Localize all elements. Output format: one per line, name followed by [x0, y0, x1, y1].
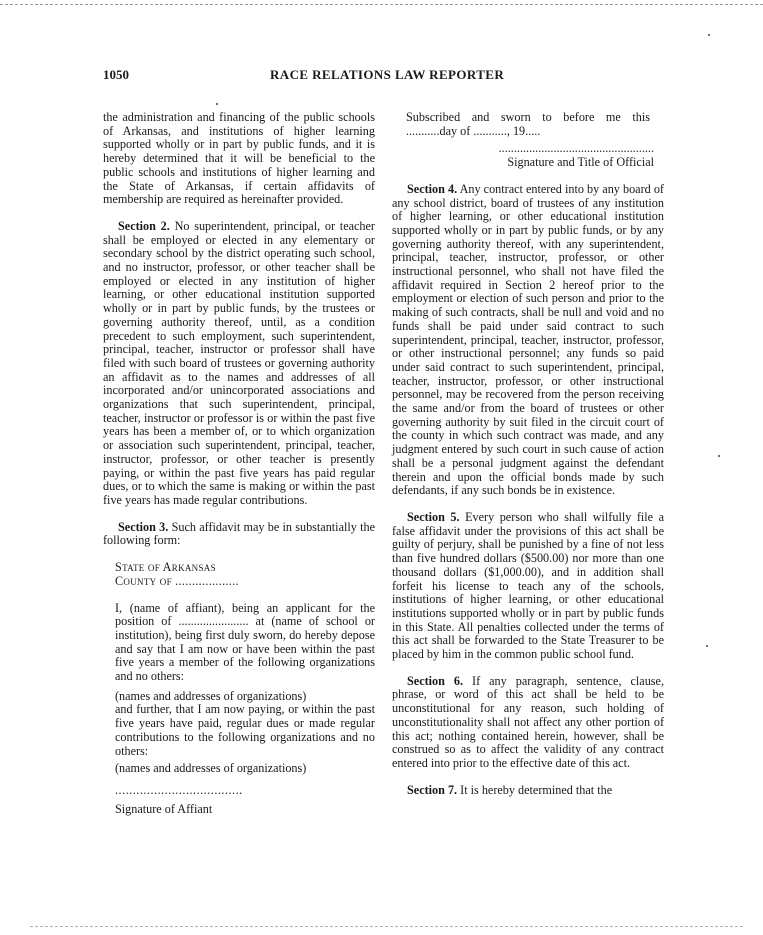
section-2-text: No superintendent, principal, or teacher shall be employed or elected in any elementary or secondary school by the district operating such school, and no instructor, professor, or other teacher shall be employed or elected in any institution of higher learning, or other educational institution supported wholly or in part by public funds, by the trustees or governing authority thereof, until, as a condition precedent to such employment, such superintendent, principal, teacher, instructor or professor shall have filed with such board of trustees or governing authority an affidavit as to the names and addresses of all incorporated and/or unincorporated associations and organizations that such superintendent, principal, teacher, instructor or professor is or within the past five years has been a member of, or to which organization or association such superintendent, principal, teacher, instructor, professor, or other teacher is presently paying, or within the past five years has paid regular dues, or to which the same is making or within the past five years has made regular contributions. — [103, 218, 375, 507]
section-4-text: Any contract entered into by any board of any school district, board of trustees of any institution of higher learning, or other educational institution supported wholly or in part by public funds, or by any governing authority thereof, with any superintendent, principal, teacher, instructor, professor, or other instructional personnel, who shall not have filed the affidavit required in Section 2 hereof prior to the employment or election of such person and prior to the making of such contracts, shall be null and void and no funds shall be paid under said contract to such superintendent, principal, teacher, instructor, professor, or other instructional personnel; any funds so paid under said contract to such superintendent, principal, teacher, instructor, professor, or other instructional personnel, may be recovered from the person receiving the same and/or from the board of trustees or other governing authority by suit filed in the circuit court of the county in which such contract was made, and any judgment entered by such court in such cause of action shall be a personal judgment against the defendant therein and upon the official bonds made by such defendants, if any such bonds be in existence. — [392, 181, 664, 498]
scan-speck — [706, 645, 708, 647]
section-6-label: Section 6. — [407, 673, 464, 688]
scan-edge-top — [0, 4, 763, 5]
intro-paragraph: the administration and financing of the public schools of Arkansas, and institutions of higher learning supported wholly or in part by public funds, and it is hereby determined that it will be beneficial to the public schools and institutions of higher learning and the State of Arkansas, if certain affidavits of membership are required as hereinafter provided. — [103, 110, 375, 207]
section-5-paragraph — [392, 511, 664, 662]
right-column — [392, 111, 664, 797]
form-county-line: County of ................... — [115, 573, 239, 588]
section-7-paragraph — [392, 784, 664, 798]
scan-speck — [718, 455, 720, 457]
running-title: RACE RELATIONS LAW REPORTER — [270, 67, 505, 82]
scan-speck — [216, 103, 218, 105]
form-further-text: and further, that I am now paying, or within the past five years have paid, regular dues or made regular contributions to the following organizations and no others: — [115, 702, 375, 758]
section-7-text: It is hereby determined that the — [457, 782, 613, 797]
section-6-text: If any paragraph, sentence, clause, phrase, or word of this act shall be held to be unconstitutional for any reason, such holding of unconstitutionality shall not affect any other portion of this act; nothing contained herein, however, shall be construed so as to affect the validity of any contract entered into prior to the effective date of this act. — [392, 673, 664, 770]
section-7-label: Section 7. — [407, 782, 458, 797]
official-signature-dots: ................................................... — [498, 141, 654, 156]
section-4-paragraph — [392, 183, 664, 498]
section-3-paragraph — [103, 521, 375, 548]
form-affiant-text: I, (name of affiant), being an applicant for the position of ....................... at (name of school or institution), being first duly sworn, do hereby depose and say that I am now or have been within the past five years a member of the following organizations and no others: — [115, 600, 375, 684]
section-2-paragraph — [103, 220, 375, 508]
form-signature-label: Signature of Affiant — [115, 801, 213, 816]
scan-speck — [708, 34, 710, 36]
left-column — [103, 111, 375, 816]
scan-edge-bottom — [30, 926, 743, 927]
subscribed-text: Subscribed and sworn to before me this ...........day of ..........., 19..... — [406, 110, 650, 138]
section-3-text: Such affidavit may be in substantially the following form: — [103, 519, 375, 548]
section-2-label: Section 2. — [118, 218, 170, 233]
form-state-line: State of Arkansas — [115, 560, 216, 575]
official-signature-label: Signature and Title of Official — [507, 155, 654, 170]
page-number: 1050 — [103, 67, 129, 82]
form-names-addresses-1: (names and addresses of organizations) — [115, 688, 307, 703]
section-6-paragraph — [392, 675, 664, 771]
section-3-label: Section 3. — [118, 519, 169, 534]
section-5-text: Every person who shall wilfully file a false affidavit under the provisions of this act shall be guilty of perjury, shall be punished by a fine of not less than five hundred dollars ($500.00) nor more than one thousand dollars ($1,000.00), and in addition shall forfeit his license to teach any of the schools, institutions of higher learning, or other educational institutions supported wholly or in part by public funds in this State. All penalties collected under the terms of this act shall be forwarded to the State Treasurer to be placed by him in the common public school fund. — [392, 509, 665, 662]
section-5-label: Section 5. — [407, 509, 460, 524]
form-signature-dots: .................................... — [115, 782, 243, 797]
form-names-addresses-2: (names and addresses of organizations) — [115, 761, 307, 776]
section-4-label: Section 4. — [407, 181, 458, 196]
affidavit-form — [103, 561, 375, 816]
